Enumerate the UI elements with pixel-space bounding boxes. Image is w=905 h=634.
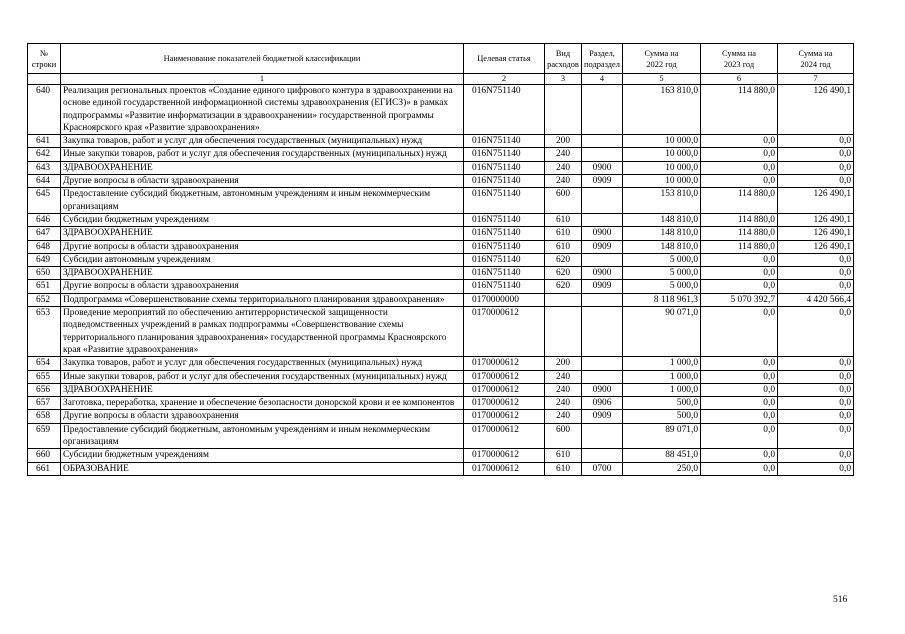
section-cell bbox=[582, 135, 623, 148]
target-article-cell: 016N751140 bbox=[464, 85, 545, 135]
table-row bbox=[28, 423, 854, 449]
column-number: 5 bbox=[623, 74, 701, 85]
section-cell bbox=[582, 253, 623, 266]
sum-2022-cell: 10 000,0 bbox=[623, 148, 701, 161]
sum-2022-cell: 5 000,0 bbox=[623, 280, 701, 293]
sum-2022-cell: 500,0 bbox=[623, 410, 701, 423]
sum-2022-cell: 153 810,0 bbox=[623, 188, 701, 214]
table-row bbox=[28, 280, 854, 293]
sum-2024-cell: 126 490,1 bbox=[778, 240, 854, 253]
target-article-cell: 016N751140 bbox=[464, 253, 545, 266]
table-row bbox=[28, 383, 854, 396]
section-cell bbox=[582, 307, 623, 357]
row-name-cell: Предоставление субсидий бюджетным, автономным учреждениям и иным некоммерческим организациям bbox=[61, 423, 464, 449]
row-name-cell: Иные закупки товаров, работ и услуг для обеспечения государственных (муниципальных) нужд bbox=[61, 370, 464, 383]
target-article-cell: 0170000612 bbox=[464, 410, 545, 423]
target-article-cell: 0170000612 bbox=[464, 462, 545, 475]
row-number-cell: 645 bbox=[28, 188, 61, 214]
expense-type-cell: 620 bbox=[545, 267, 582, 280]
section-cell bbox=[582, 423, 623, 449]
table-row bbox=[28, 449, 854, 462]
sum-2023-cell: 0,0 bbox=[701, 148, 778, 161]
expense-type-cell bbox=[545, 85, 582, 135]
expense-type-cell: 200 bbox=[545, 357, 582, 370]
header-sum-2024: Сумма на 2024 год bbox=[778, 44, 854, 74]
row-name-cell: ЗДРАВООХРАНЕНИЕ bbox=[61, 161, 464, 174]
target-article-cell: 016N751140 bbox=[464, 213, 545, 226]
row-name-cell: ОБРАЗОВАНИЕ bbox=[61, 462, 464, 475]
header-sum-2023: Сумма на 2023 год bbox=[701, 44, 778, 74]
target-article-cell: 0170000612 bbox=[464, 449, 545, 462]
target-article-cell: 016N751140 bbox=[464, 148, 545, 161]
row-name-cell: Другие вопросы в области здравоохранения bbox=[61, 280, 464, 293]
expense-type-cell bbox=[545, 293, 582, 306]
sum-2022-cell: 88 451,0 bbox=[623, 449, 701, 462]
sum-2023-cell: 0,0 bbox=[701, 423, 778, 449]
row-number-cell: 640 bbox=[28, 85, 61, 135]
row-number-cell: 641 bbox=[28, 135, 61, 148]
expense-type-cell: 200 bbox=[545, 135, 582, 148]
sum-2024-cell: 0,0 bbox=[778, 135, 854, 148]
row-name-cell: Заготовка, переработка, хранение и обеспечение безопасности донорской крови и ее компонентов bbox=[61, 397, 464, 410]
sum-2022-cell: 148 810,0 bbox=[623, 240, 701, 253]
sum-2023-cell: 0,0 bbox=[701, 410, 778, 423]
sum-2023-cell: 0,0 bbox=[701, 135, 778, 148]
row-number-cell: 652 bbox=[28, 293, 61, 306]
section-cell bbox=[582, 85, 623, 135]
sum-2024-cell: 0,0 bbox=[778, 449, 854, 462]
target-article-cell: 0170000612 bbox=[464, 397, 545, 410]
column-number bbox=[28, 74, 61, 85]
sum-2022-cell: 89 071,0 bbox=[623, 423, 701, 449]
column-number: 1 bbox=[61, 74, 464, 85]
row-name-cell: Иные закупки товаров, работ и услуг для обеспечения государственных (муниципальных) нужд bbox=[61, 148, 464, 161]
sum-2023-cell: 0,0 bbox=[701, 370, 778, 383]
row-name-cell: Субсидии бюджетным учреждениям bbox=[61, 449, 464, 462]
table-row bbox=[28, 175, 854, 188]
sum-2024-cell: 0,0 bbox=[778, 307, 854, 357]
row-number-cell: 650 bbox=[28, 267, 61, 280]
section-cell: 0906 bbox=[582, 397, 623, 410]
table-row bbox=[28, 370, 854, 383]
sum-2024-cell: 0,0 bbox=[778, 357, 854, 370]
row-number-cell: 661 bbox=[28, 462, 61, 475]
row-name-cell: Реализация региональных проектов «Создание единого цифрового контура в здравоохранении на основе единой государственной информационной системы здравоохранения (ЕГИСЗ)» в рамках подпрограммы «Развитие информатизации в здравоохранении» государственной программы Красноярского края «Развитие здравоохранения» bbox=[61, 85, 464, 135]
expense-type-cell: 620 bbox=[545, 253, 582, 266]
sum-2023-cell: 114 880,0 bbox=[701, 213, 778, 226]
row-number-cell: 643 bbox=[28, 161, 61, 174]
table-row bbox=[28, 213, 854, 226]
target-article-cell: 0170000612 bbox=[464, 370, 545, 383]
sum-2023-cell: 114 880,0 bbox=[701, 188, 778, 214]
section-cell: 0909 bbox=[582, 240, 623, 253]
sum-2023-cell: 0,0 bbox=[701, 357, 778, 370]
target-article-cell: 0170000612 bbox=[464, 383, 545, 396]
sum-2022-cell: 5 000,0 bbox=[623, 267, 701, 280]
row-number-cell: 644 bbox=[28, 175, 61, 188]
sum-2024-cell: 0,0 bbox=[778, 161, 854, 174]
sum-2022-cell: 500,0 bbox=[623, 397, 701, 410]
row-number-cell: 642 bbox=[28, 148, 61, 161]
sum-2024-cell: 0,0 bbox=[778, 253, 854, 266]
row-name-cell: ЗДРАВООХРАНЕНИЕ bbox=[61, 227, 464, 240]
expense-type-cell bbox=[545, 307, 582, 357]
section-cell bbox=[582, 213, 623, 226]
sum-2023-cell: 0,0 bbox=[701, 253, 778, 266]
section-cell bbox=[582, 370, 623, 383]
target-article-cell: 0170000612 bbox=[464, 307, 545, 357]
sum-2022-cell: 1 000,0 bbox=[623, 370, 701, 383]
expense-type-cell: 600 bbox=[545, 188, 582, 214]
sum-2022-cell: 10 000,0 bbox=[623, 135, 701, 148]
row-name-cell: Субсидии бюджетным учреждениям bbox=[61, 213, 464, 226]
sum-2024-cell: 0,0 bbox=[778, 462, 854, 475]
row-number-cell: 657 bbox=[28, 397, 61, 410]
column-number: 2 bbox=[464, 74, 545, 85]
sum-2024-cell: 126 490,1 bbox=[778, 85, 854, 135]
sum-2023-cell: 0,0 bbox=[701, 280, 778, 293]
header-sum-2022: Сумма на 2022 год bbox=[623, 44, 701, 74]
expense-type-cell: 240 bbox=[545, 383, 582, 396]
expense-type-cell: 610 bbox=[545, 213, 582, 226]
sum-2022-cell: 10 000,0 bbox=[623, 161, 701, 174]
row-number-cell: 660 bbox=[28, 449, 61, 462]
section-cell: 0900 bbox=[582, 227, 623, 240]
target-article-cell: 0170000612 bbox=[464, 357, 545, 370]
section-cell: 0700 bbox=[582, 462, 623, 475]
row-name-cell: Закупка товаров, работ и услуг для обеспечения государственных (муниципальных) нужд bbox=[61, 135, 464, 148]
column-number-row bbox=[28, 74, 854, 85]
sum-2022-cell: 10 000,0 bbox=[623, 175, 701, 188]
table-row bbox=[28, 240, 854, 253]
table-row bbox=[28, 410, 854, 423]
table-header-row bbox=[28, 44, 854, 74]
column-number: 4 bbox=[582, 74, 623, 85]
sum-2023-cell: 0,0 bbox=[701, 267, 778, 280]
row-number-cell: 649 bbox=[28, 253, 61, 266]
sum-2024-cell: 0,0 bbox=[778, 175, 854, 188]
sum-2023-cell: 0,0 bbox=[701, 462, 778, 475]
target-article-cell: 016N751140 bbox=[464, 175, 545, 188]
expense-type-cell: 240 bbox=[545, 161, 582, 174]
column-number: 7 bbox=[778, 74, 854, 85]
expense-type-cell: 620 bbox=[545, 280, 582, 293]
expense-type-cell: 610 bbox=[545, 449, 582, 462]
table-row bbox=[28, 85, 854, 135]
table-row bbox=[28, 307, 854, 357]
sum-2022-cell: 250,0 bbox=[623, 462, 701, 475]
table-row bbox=[28, 293, 854, 306]
sum-2023-cell: 114 880,0 bbox=[701, 227, 778, 240]
sum-2024-cell: 0,0 bbox=[778, 267, 854, 280]
expense-type-cell: 240 bbox=[545, 370, 582, 383]
sum-2022-cell: 5 000,0 bbox=[623, 253, 701, 266]
section-cell bbox=[582, 148, 623, 161]
table-row bbox=[28, 357, 854, 370]
section-cell: 0900 bbox=[582, 161, 623, 174]
row-number-cell: 646 bbox=[28, 213, 61, 226]
sum-2024-cell: 126 490,1 bbox=[778, 213, 854, 226]
expense-type-cell: 240 bbox=[545, 148, 582, 161]
row-number-cell: 658 bbox=[28, 410, 61, 423]
target-article-cell: 016N751140 bbox=[464, 161, 545, 174]
row-number-cell: 654 bbox=[28, 357, 61, 370]
sum-2022-cell: 1 000,0 bbox=[623, 357, 701, 370]
table-row bbox=[28, 462, 854, 475]
sum-2024-cell: 126 490,1 bbox=[778, 188, 854, 214]
sum-2024-cell: 126 490,1 bbox=[778, 227, 854, 240]
sum-2023-cell: 0,0 bbox=[701, 449, 778, 462]
row-name-cell: Другие вопросы в области здравоохранения bbox=[61, 240, 464, 253]
row-number-cell: 653 bbox=[28, 307, 61, 357]
table-row bbox=[28, 135, 854, 148]
sum-2023-cell: 0,0 bbox=[701, 383, 778, 396]
row-name-cell: Проведение мероприятий по обеспечению антитеррористической защищенности подведомственных учреждений в рамках подпрограммы «Совершенствование схемы территориального планирования здравоохранения» государственной программы Красноярского края «Развитие здравоохранения» bbox=[61, 307, 464, 357]
sum-2022-cell: 8 118 961,3 bbox=[623, 293, 701, 306]
row-number-cell: 648 bbox=[28, 240, 61, 253]
row-number-cell: 651 bbox=[28, 280, 61, 293]
target-article-cell: 0170000000 bbox=[464, 293, 545, 306]
table-body bbox=[28, 85, 854, 476]
section-cell bbox=[582, 357, 623, 370]
sum-2023-cell: 0,0 bbox=[701, 161, 778, 174]
expense-type-cell: 240 bbox=[545, 175, 582, 188]
column-number: 6 bbox=[701, 74, 778, 85]
sum-2022-cell: 148 810,0 bbox=[623, 227, 701, 240]
section-cell: 0909 bbox=[582, 175, 623, 188]
header-target-article: Целевая статья bbox=[464, 44, 545, 74]
sum-2024-cell: 0,0 bbox=[778, 148, 854, 161]
header-name: Наименование показателей бюджетной классификации bbox=[61, 44, 464, 74]
sum-2022-cell: 163 810,0 bbox=[623, 85, 701, 135]
sum-2024-cell: 4 420 566,4 bbox=[778, 293, 854, 306]
sum-2023-cell: 0,0 bbox=[701, 397, 778, 410]
sum-2022-cell: 1 000,0 bbox=[623, 383, 701, 396]
sum-2024-cell: 0,0 bbox=[778, 280, 854, 293]
sum-2024-cell: 0,0 bbox=[778, 383, 854, 396]
sum-2023-cell: 0,0 bbox=[701, 175, 778, 188]
row-name-cell: Закупка товаров, работ и услуг для обеспечения государственных (муниципальных) нужд bbox=[61, 357, 464, 370]
expense-type-cell: 610 bbox=[545, 227, 582, 240]
row-name-cell: ЗДРАВООХРАНЕНИЕ bbox=[61, 383, 464, 396]
expense-type-cell: 610 bbox=[545, 462, 582, 475]
table-row bbox=[28, 227, 854, 240]
target-article-cell: 016N751140 bbox=[464, 267, 545, 280]
target-article-cell: 016N751140 bbox=[464, 188, 545, 214]
row-number-cell: 647 bbox=[28, 227, 61, 240]
table-row bbox=[28, 253, 854, 266]
target-article-cell: 016N751140 bbox=[464, 227, 545, 240]
table-row bbox=[28, 397, 854, 410]
section-cell: 0909 bbox=[582, 410, 623, 423]
page-number: 516 bbox=[833, 595, 848, 605]
sum-2022-cell: 148 810,0 bbox=[623, 213, 701, 226]
sum-2022-cell: 90 071,0 bbox=[623, 307, 701, 357]
sum-2023-cell: 114 880,0 bbox=[701, 240, 778, 253]
sum-2024-cell: 0,0 bbox=[778, 410, 854, 423]
expense-type-cell: 600 bbox=[545, 423, 582, 449]
target-article-cell: 016N751140 bbox=[464, 240, 545, 253]
section-cell bbox=[582, 449, 623, 462]
section-cell bbox=[582, 188, 623, 214]
expense-type-cell: 240 bbox=[545, 397, 582, 410]
header-expense-type: Вид расходов bbox=[545, 44, 582, 74]
table-row bbox=[28, 161, 854, 174]
header-section: Раздел, подраздел bbox=[582, 44, 623, 74]
row-number-cell: 656 bbox=[28, 383, 61, 396]
header-row-number: № строки bbox=[28, 44, 61, 74]
row-name-cell: ЗДРАВООХРАНЕНИЕ bbox=[61, 267, 464, 280]
row-name-cell: Другие вопросы в области здравоохранения bbox=[61, 410, 464, 423]
sum-2024-cell: 0,0 bbox=[778, 397, 854, 410]
target-article-cell: 0170000612 bbox=[464, 423, 545, 449]
row-name-cell: Подпрограмма «Совершенствование схемы территориального планирования здравоохранения» bbox=[61, 293, 464, 306]
sum-2024-cell: 0,0 bbox=[778, 423, 854, 449]
target-article-cell: 016N751140 bbox=[464, 135, 545, 148]
row-number-cell: 655 bbox=[28, 370, 61, 383]
section-cell: 0909 bbox=[582, 280, 623, 293]
table-row bbox=[28, 148, 854, 161]
section-cell: 0900 bbox=[582, 267, 623, 280]
column-number: 3 bbox=[545, 74, 582, 85]
row-name-cell: Предоставление субсидий бюджетным, автономным учреждениям и иным некоммерческим организациям bbox=[61, 188, 464, 214]
budget-table bbox=[27, 43, 854, 476]
sum-2023-cell: 5 070 392,7 bbox=[701, 293, 778, 306]
sum-2023-cell: 114 880,0 bbox=[701, 85, 778, 135]
sum-2023-cell: 0,0 bbox=[701, 307, 778, 357]
sum-2024-cell: 0,0 bbox=[778, 370, 854, 383]
expense-type-cell: 240 bbox=[545, 410, 582, 423]
row-name-cell: Субсидии автономным учреждениям bbox=[61, 253, 464, 266]
target-article-cell: 016N751140 bbox=[464, 280, 545, 293]
table-row bbox=[28, 188, 854, 214]
expense-type-cell: 610 bbox=[545, 240, 582, 253]
budget-document bbox=[27, 43, 854, 476]
section-cell bbox=[582, 293, 623, 306]
table-row bbox=[28, 267, 854, 280]
row-number-cell: 659 bbox=[28, 423, 61, 449]
section-cell: 0900 bbox=[582, 383, 623, 396]
row-name-cell: Другие вопросы в области здравоохранения bbox=[61, 175, 464, 188]
